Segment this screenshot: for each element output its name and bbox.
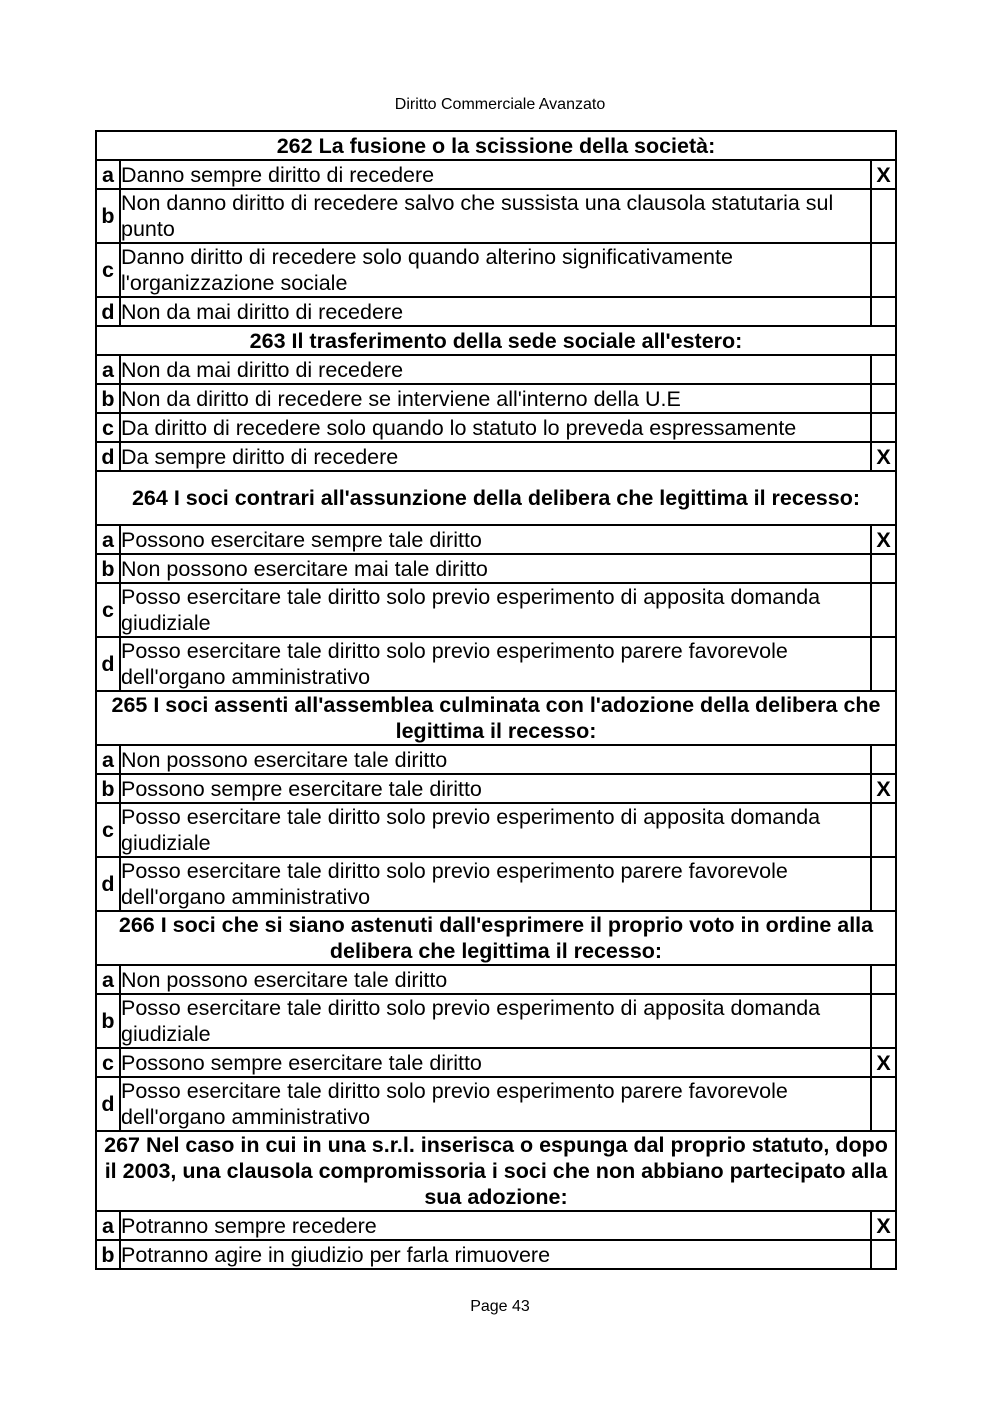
option-letter: a [96, 525, 120, 554]
option-row [96, 189, 896, 243]
option-letter: c [96, 803, 120, 857]
answer-mark: X [871, 1211, 896, 1240]
option-letter: c [96, 583, 120, 637]
answer-mark [871, 189, 896, 243]
answer-mark [871, 857, 896, 911]
option-row [96, 994, 896, 1048]
option-row [96, 1077, 896, 1131]
answer-mark: X [871, 525, 896, 554]
answer-mark [871, 583, 896, 637]
question-row [96, 326, 896, 355]
option-text: Da sempre diritto di recedere [120, 442, 871, 471]
option-text: Non da diritto di recedere se interviene all'interno della U.E [120, 384, 871, 413]
question-row [96, 1131, 896, 1211]
option-letter: c [96, 413, 120, 442]
option-row [96, 525, 896, 554]
option-text: Da diritto di recedere solo quando lo statuto lo preveda espressamente [120, 413, 871, 442]
option-row [96, 1211, 896, 1240]
option-text: Potranno sempre recedere [120, 1211, 871, 1240]
option-row [96, 637, 896, 691]
option-row [96, 355, 896, 384]
option-row [96, 297, 896, 326]
option-text: Danno sempre diritto di recedere [120, 160, 871, 189]
option-letter: d [96, 442, 120, 471]
answer-mark [871, 1077, 896, 1131]
page-number: Page 43 [470, 1298, 530, 1315]
option-text: Posso esercitare tale diritto solo previo esperimento di apposita domanda giudiziale [120, 994, 871, 1048]
option-letter: c [96, 243, 120, 297]
option-letter: b [96, 774, 120, 803]
quiz-table [95, 130, 897, 1270]
option-text: Non possono esercitare tale diritto [120, 965, 871, 994]
option-letter: a [96, 745, 120, 774]
option-text: Potranno agire in giudizio per farla rimuovere [120, 1240, 871, 1269]
answer-mark [871, 554, 896, 583]
answer-mark [871, 965, 896, 994]
option-text: Posso esercitare tale diritto solo previo esperimento di apposita domanda giudiziale [120, 583, 871, 637]
option-row [96, 1240, 896, 1269]
answer-mark [871, 745, 896, 774]
option-letter: b [96, 384, 120, 413]
option-letter: b [96, 1240, 120, 1269]
option-letter: d [96, 857, 120, 911]
answer-mark [871, 297, 896, 326]
answer-mark [871, 803, 896, 857]
option-letter: b [96, 994, 120, 1048]
option-row [96, 554, 896, 583]
option-letter: a [96, 160, 120, 189]
answer-mark [871, 413, 896, 442]
option-row [96, 160, 896, 189]
answer-mark: X [871, 1048, 896, 1077]
option-row [96, 413, 896, 442]
question-row [96, 911, 896, 965]
answer-mark [871, 994, 896, 1048]
option-text: Possono sempre esercitare tale diritto [120, 1048, 871, 1077]
option-row [96, 857, 896, 911]
question-title: 263 Il trasferimento della sede sociale all'estero: [96, 326, 896, 355]
answer-mark [871, 384, 896, 413]
option-row [96, 384, 896, 413]
answer-mark: X [871, 160, 896, 189]
option-text: Non danno diritto di recedere salvo che sussista una clausola statutaria sul punto [120, 189, 871, 243]
answer-mark [871, 243, 896, 297]
option-letter: d [96, 1077, 120, 1131]
option-text: Posso esercitare tale diritto solo previo esperimento parere favorevole dell'organo amministrativo [120, 1077, 871, 1131]
option-row [96, 965, 896, 994]
answer-mark: X [871, 774, 896, 803]
question-row [96, 691, 896, 745]
option-row [96, 442, 896, 471]
option-letter: c [96, 1048, 120, 1077]
option-text: Posso esercitare tale diritto solo previo esperimento parere favorevole dell'organo amministrativo [120, 637, 871, 691]
question-title: 262 La fusione o la scissione della società: [96, 131, 896, 160]
option-row [96, 745, 896, 774]
answer-mark [871, 1240, 896, 1269]
question-title: 266 I soci che si siano astenuti dall'esprimere il proprio voto in ordine alla delibera che legittima il recesso: [96, 911, 896, 965]
option-letter: a [96, 355, 120, 384]
option-row [96, 774, 896, 803]
option-letter: b [96, 554, 120, 583]
option-text: Posso esercitare tale diritto solo previo esperimento di apposita domanda giudiziale [120, 803, 871, 857]
option-text: Danno diritto di recedere solo quando alterino significativamente l'organizzazione sociale [120, 243, 871, 297]
option-letter: d [96, 637, 120, 691]
option-letter: a [96, 965, 120, 994]
question-row [96, 471, 896, 525]
option-row [96, 1048, 896, 1077]
answer-mark [871, 637, 896, 691]
option-text: Non possono esercitare tale diritto [120, 745, 871, 774]
option-text: Posso esercitare tale diritto solo previo esperimento parere favorevole dell'organo amministrativo [120, 857, 871, 911]
option-text: Non da mai diritto di recedere [120, 297, 871, 326]
answer-mark: X [871, 442, 896, 471]
option-text: Non da mai diritto di recedere [120, 355, 871, 384]
question-row [96, 131, 896, 160]
option-text: Possono esercitare sempre tale diritto [120, 525, 871, 554]
option-letter: b [96, 189, 120, 243]
option-letter: a [96, 1211, 120, 1240]
answer-mark [871, 355, 896, 384]
question-title: 265 I soci assenti all'assemblea culminata con l'adozione della delibera che legittima il recesso: [96, 691, 896, 745]
option-row [96, 583, 896, 637]
option-text: Non possono esercitare mai tale diritto [120, 554, 871, 583]
question-title: 267 Nel caso in cui in una s.r.l. inserisca o espunga dal proprio statuto, dopo il 2003, una clausola compromissoria i soci che non abbiano partecipato alla sua adozione: [96, 1131, 896, 1211]
page-header: Diritto Commerciale Avanzato [394, 96, 606, 113]
option-letter: d [96, 297, 120, 326]
option-row [96, 243, 896, 297]
option-text: Possono sempre esercitare tale diritto [120, 774, 871, 803]
option-row [96, 803, 896, 857]
question-title: 264 I soci contrari all'assunzione della delibera che legittima il recesso: [96, 471, 896, 525]
